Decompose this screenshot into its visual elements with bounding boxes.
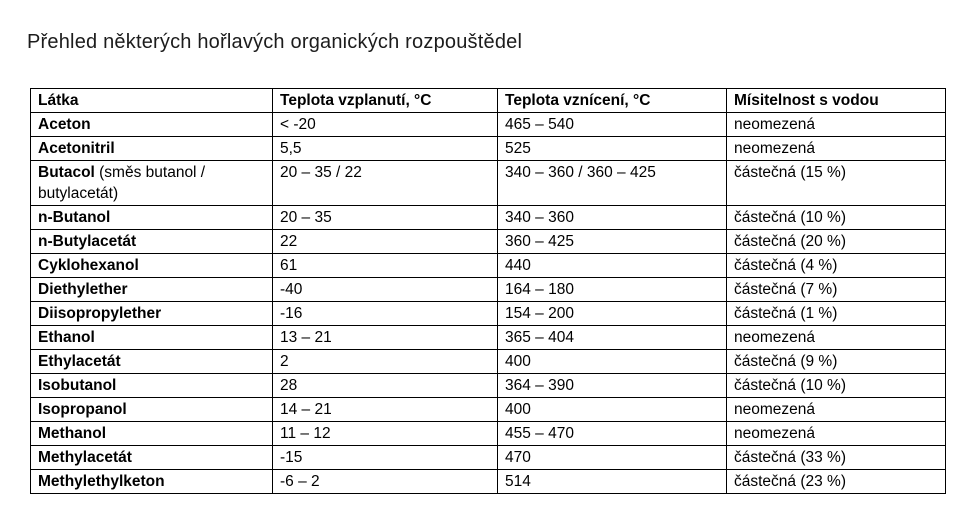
substance-name: Diisopropylether — [38, 305, 162, 322]
substance-name: Methylacetát — [38, 449, 132, 466]
substance-name: Diethylether — [38, 281, 128, 298]
col-header-miscibility: Mísitelnost s vodou — [727, 89, 946, 113]
miscibility-cell: neomezená — [727, 326, 946, 350]
substance-cell — [31, 398, 273, 422]
substance-cell — [31, 254, 273, 278]
ignition-temp-cell: 455 – 470 — [498, 422, 727, 446]
table-row — [31, 302, 946, 326]
miscibility-cell: neomezená — [727, 137, 946, 161]
table-row — [31, 161, 946, 206]
col-header-substance: Látka — [31, 89, 273, 113]
ignition-temp-cell: 364 – 390 — [498, 374, 727, 398]
miscibility-cell: částečná (33 %) — [727, 446, 946, 470]
substance-name: Isobutanol — [38, 377, 117, 394]
substance-name: Cyklohexanol — [38, 257, 139, 274]
substance-cell — [31, 446, 273, 470]
substance-cell — [31, 350, 273, 374]
substance-cell — [31, 113, 273, 137]
substance-cell — [31, 326, 273, 350]
flash-point-cell: 20 – 35 / 22 — [273, 161, 498, 206]
substance-name: Aceton — [38, 116, 91, 133]
substance-note: (směs butanol / butylacetát) — [38, 164, 206, 202]
miscibility-cell: částečná (20 %) — [727, 230, 946, 254]
miscibility-cell: částečná (23 %) — [727, 470, 946, 494]
substance-name: Isopropanol — [38, 401, 127, 418]
flash-point-cell: 22 — [273, 230, 498, 254]
table-row — [31, 470, 946, 494]
substance-cell — [31, 230, 273, 254]
table-row — [31, 206, 946, 230]
ignition-temp-cell: 400 — [498, 350, 727, 374]
flash-point-cell: 61 — [273, 254, 498, 278]
flash-point-cell: < -20 — [273, 113, 498, 137]
substance-name: Methanol — [38, 425, 107, 442]
col-header-flash-point: Teplota vzplanutí, °C — [273, 89, 498, 113]
miscibility-cell: částečná (10 %) — [727, 206, 946, 230]
substance-cell — [31, 206, 273, 230]
substance-cell — [31, 302, 273, 326]
miscibility-cell: neomezená — [727, 398, 946, 422]
ignition-temp-cell: 340 – 360 — [498, 206, 727, 230]
col-header-ignition-temp: Teplota vznícení, °C — [498, 89, 727, 113]
miscibility-cell: částečná (10 %) — [727, 374, 946, 398]
substance-cell — [31, 137, 273, 161]
miscibility-cell: částečná (15 %) — [727, 161, 946, 206]
substance-cell — [31, 374, 273, 398]
ignition-temp-cell: 340 – 360 / 360 – 425 — [498, 161, 727, 206]
ignition-temp-cell: 470 — [498, 446, 727, 470]
substance-cell — [31, 278, 273, 302]
ignition-temp-cell: 400 — [498, 398, 727, 422]
substance-name: n-Butylacetát — [38, 233, 137, 250]
table-row — [31, 278, 946, 302]
flash-point-cell: 20 – 35 — [273, 206, 498, 230]
ignition-temp-cell: 514 — [498, 470, 727, 494]
ignition-temp-cell: 154 – 200 — [498, 302, 727, 326]
flash-point-cell: 28 — [273, 374, 498, 398]
flash-point-cell: -15 — [273, 446, 498, 470]
flash-point-cell: 2 — [273, 350, 498, 374]
flash-point-cell: 5,5 — [273, 137, 498, 161]
miscibility-cell: částečná (9 %) — [727, 350, 946, 374]
page-title: Přehled některých hořlavých organických rozpouštědel — [27, 31, 523, 53]
table-row — [31, 137, 946, 161]
ignition-temp-cell: 164 – 180 — [498, 278, 727, 302]
substance-name: Acetonitril — [38, 140, 115, 157]
table-row — [31, 446, 946, 470]
substance-cell — [31, 470, 273, 494]
ignition-temp-cell: 360 – 425 — [498, 230, 727, 254]
flash-point-cell: 11 – 12 — [273, 422, 498, 446]
substance-name: Ethanol — [38, 329, 95, 346]
flash-point-cell: -6 – 2 — [273, 470, 498, 494]
table-row — [31, 398, 946, 422]
table-row — [31, 374, 946, 398]
solvents-table — [30, 88, 946, 494]
ignition-temp-cell: 440 — [498, 254, 727, 278]
substance-cell — [31, 422, 273, 446]
miscibility-cell: neomezená — [727, 113, 946, 137]
table-body — [31, 113, 946, 494]
ignition-temp-cell: 465 – 540 — [498, 113, 727, 137]
flash-point-cell: 14 – 21 — [273, 398, 498, 422]
substance-cell — [31, 161, 273, 206]
table-row — [31, 422, 946, 446]
substance-name: Butacol — [38, 164, 95, 181]
miscibility-cell: částečná (1 %) — [727, 302, 946, 326]
miscibility-cell: částečná (4 %) — [727, 254, 946, 278]
miscibility-cell: částečná (7 %) — [727, 278, 946, 302]
flash-point-cell: 13 – 21 — [273, 326, 498, 350]
table-row — [31, 113, 946, 137]
ignition-temp-cell: 365 – 404 — [498, 326, 727, 350]
table-header-row — [31, 89, 946, 113]
flash-point-cell: -40 — [273, 278, 498, 302]
substance-name: Methylethylketon — [38, 473, 165, 490]
substance-name: Ethylacetát — [38, 353, 121, 370]
table-row — [31, 326, 946, 350]
substance-name: n-Butanol — [38, 209, 111, 226]
miscibility-cell: neomezená — [727, 422, 946, 446]
ignition-temp-cell: 525 — [498, 137, 727, 161]
table-row — [31, 230, 946, 254]
table-row — [31, 254, 946, 278]
flash-point-cell: -16 — [273, 302, 498, 326]
table-row — [31, 350, 946, 374]
